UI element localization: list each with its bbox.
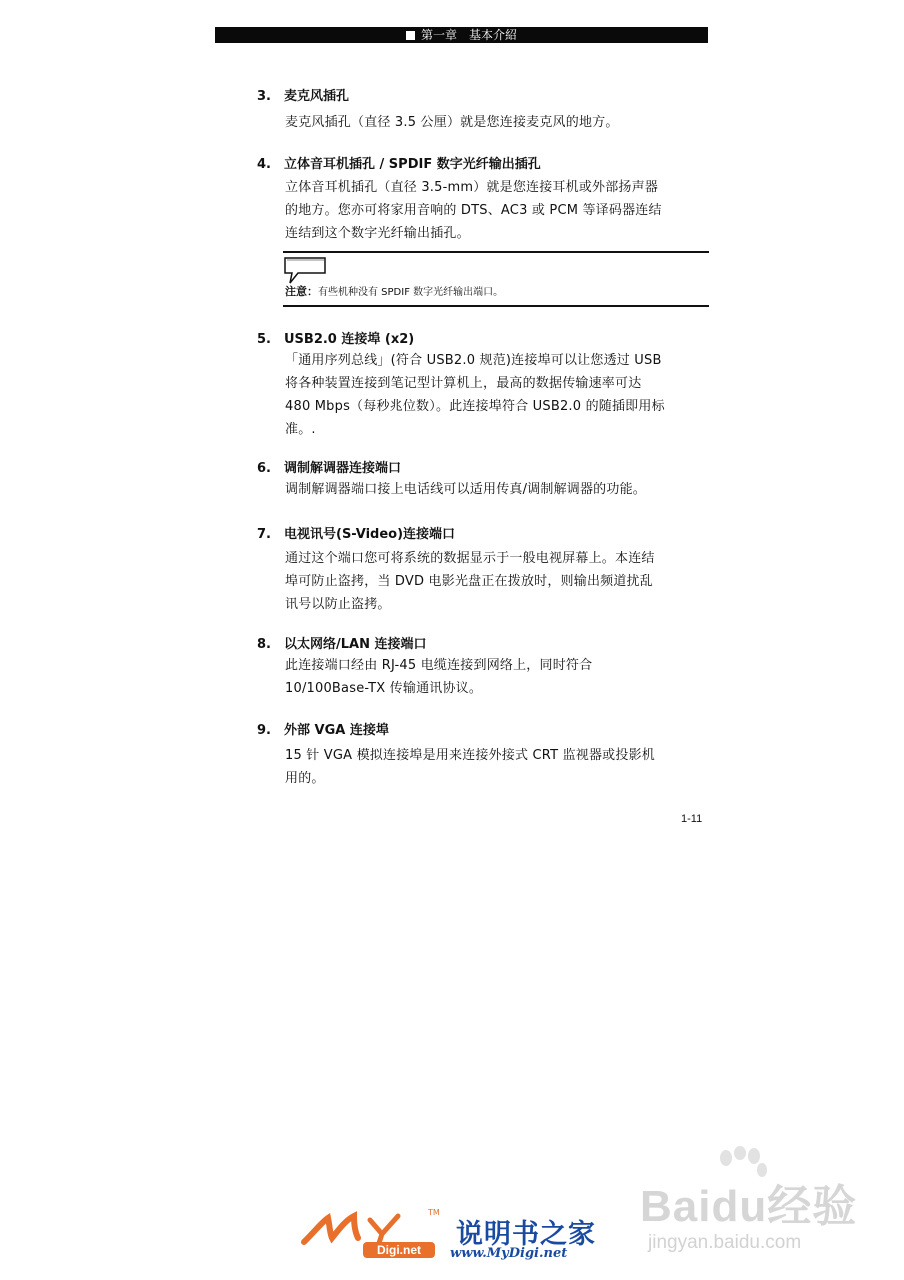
body-line: 讯号以防止盗拷。 bbox=[285, 597, 391, 612]
item-number: 5. bbox=[257, 332, 271, 347]
item-title bbox=[257, 331, 709, 349]
item-title bbox=[257, 636, 709, 654]
list-item bbox=[257, 636, 709, 700]
mydigi-cn-title: 说明书之家 bbox=[456, 1219, 596, 1250]
note-content: 有些机种没有 SPDIF 数字光纤输出端口。 bbox=[318, 287, 504, 298]
item-number: 7. bbox=[257, 527, 271, 542]
item-heading: 电视讯号(S-Video)连接端口 bbox=[284, 527, 456, 542]
item-heading: 以太网络/LAN 连接端口 bbox=[284, 637, 427, 652]
item-body bbox=[285, 478, 709, 501]
speech-bubble-icon bbox=[284, 257, 328, 285]
list-item bbox=[257, 526, 709, 616]
body-line: 通过这个端口您可将系统的数据显示于一般电视屏幕上。本连结 bbox=[285, 551, 655, 566]
item-body bbox=[285, 176, 709, 245]
body-line: 调制解调器端口接上电话线可以适用传真/调制解调器的功能。 bbox=[285, 482, 646, 497]
item-body bbox=[285, 547, 709, 616]
body-line: 连结到这个数字光纤输出插孔。 bbox=[285, 226, 470, 241]
note-label: 注意： bbox=[285, 285, 318, 298]
list-item bbox=[257, 156, 709, 245]
mydigi-logo bbox=[300, 1208, 620, 1268]
body-line: 480 Mbps（每秒兆位数）。此连接埠符合 USB2.0 的随插即用标 bbox=[285, 399, 665, 414]
body-line: 麦克风插孔（直径 3.5 公厘）就是您连接麦克风的地方。 bbox=[285, 115, 619, 130]
body-line: 15 针 VGA 模拟连接埠是用来连接外接式 CRT 监视器或投影机 bbox=[285, 748, 655, 763]
mydigi-badge: Digi.net bbox=[363, 1242, 435, 1258]
body-line: 10/100Base-TX 传输通讯协议。 bbox=[285, 681, 483, 696]
item-heading: 调制解调器连接端口 bbox=[284, 461, 402, 476]
list-item bbox=[257, 88, 709, 134]
item-body bbox=[285, 111, 709, 134]
body-line: 的地方。您亦可将家用音响的 DTS、AC3 或 PCM 等译码器连结 bbox=[285, 203, 662, 218]
item-heading: 麦克风插孔 bbox=[284, 89, 350, 104]
item-number: 4. bbox=[257, 157, 271, 172]
item-title bbox=[257, 722, 709, 740]
square-bullet-icon bbox=[406, 31, 415, 40]
body-line: 此连接端口经由 RJ-45 电缆连接到网络上，同时符合 bbox=[285, 658, 593, 673]
baidu-brand-text: Baidu经验 bbox=[640, 1182, 858, 1231]
list-item bbox=[257, 460, 709, 501]
item-number: 8. bbox=[257, 637, 271, 652]
item-heading: 立体音耳机插孔 / SPDIF 数字光纤输出插孔 bbox=[284, 157, 541, 172]
item-body bbox=[285, 349, 709, 441]
baidu-watermark bbox=[640, 1146, 890, 1266]
item-title bbox=[257, 156, 709, 174]
item-title bbox=[257, 526, 709, 544]
item-heading: USB2.0 连接埠 (x2) bbox=[284, 332, 415, 347]
item-body bbox=[285, 654, 709, 700]
trademark-mark: TM bbox=[428, 1208, 440, 1217]
item-number: 9. bbox=[257, 723, 271, 738]
chapter-header-bar bbox=[215, 27, 708, 43]
body-line: 立体音耳机插孔（直径 3.5-mm）就是您连接耳机或外部扬声器 bbox=[285, 180, 659, 195]
note-box bbox=[283, 251, 709, 307]
body-line: 「通用序列总线」(符合 USB2.0 规范)连接埠可以让您透过 USB bbox=[285, 353, 662, 368]
body-line: 埠可防止盗拷，当 DVD 电影光盘正在拨放时，则输出频道扰乱 bbox=[285, 574, 653, 589]
item-body bbox=[285, 744, 709, 790]
body-line: 将各种装置连接到笔记型计算机上，最高的数据传输速率可达 bbox=[285, 376, 642, 391]
item-number: 3. bbox=[257, 89, 271, 104]
baidu-domain-text: jingyan.baidu.com bbox=[648, 1232, 802, 1253]
mydigi-url: www.MyDigi.net bbox=[450, 1246, 568, 1261]
page-number: 1-11 bbox=[681, 813, 703, 825]
body-line: 准。. bbox=[285, 422, 316, 437]
chapter-title: 第一章 基本介紹 bbox=[420, 28, 517, 42]
list-item bbox=[257, 722, 709, 790]
item-title bbox=[257, 460, 709, 478]
item-number: 6. bbox=[257, 461, 271, 476]
list-item bbox=[257, 331, 709, 441]
body-line: 用的。 bbox=[285, 771, 325, 786]
note-text bbox=[285, 285, 503, 300]
item-title bbox=[257, 88, 709, 106]
item-heading: 外部 VGA 连接埠 bbox=[284, 723, 389, 738]
